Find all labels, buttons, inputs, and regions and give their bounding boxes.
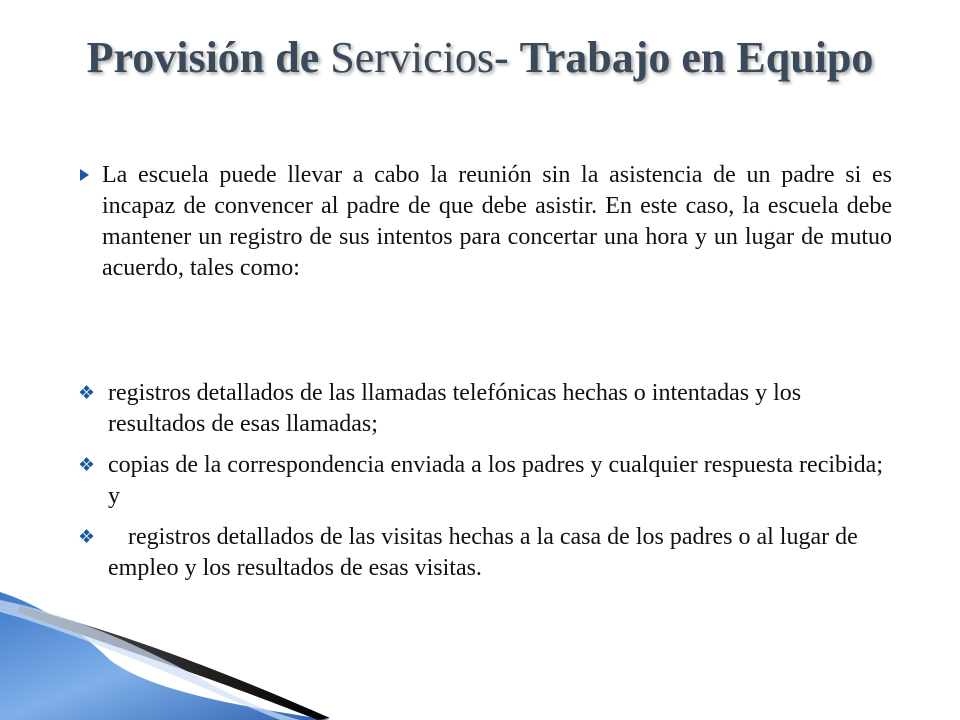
main-bullet-text: La escuela puede llevar a cabo la reunión sin la asistencia de un padre si es incapaz de convencer al padre de que debe asistir. En este caso, la escuela debe mantener un registro de sus intentos para concertar una hora y un lugar de mutuo acuerdo, tales como: [102, 162, 892, 281]
sub-bullet-list [78, 378, 898, 584]
title-part-3: Trabajo en Equipo [519, 33, 874, 82]
slide-title [60, 28, 900, 88]
main-bullet [80, 160, 892, 284]
title-part-1: Provisión de [86, 33, 331, 82]
diamond-bullet-icon: ❖ [78, 382, 96, 404]
sub-bullet-text: registros detallados de las llamadas telefónicas hechas o intentadas y los resultados de esas llamadas; [108, 380, 802, 437]
sub-bullet-item [78, 522, 898, 584]
sub-bullet-item [78, 378, 898, 440]
sub-bullet-text: registros detallados de las visitas hechas a la casa de los padres o al lugar de empleo y los resultados de esas visitas. [108, 524, 858, 581]
title-part-2: Servicios- [330, 33, 520, 82]
diamond-bullet-icon: ❖ [78, 526, 96, 548]
sub-bullet-text: copias de la correspondencia enviada a los padres y cualquier respuesta recibida; y [108, 452, 883, 509]
sub-bullet-item [78, 450, 898, 512]
diamond-bullet-icon: ❖ [78, 454, 96, 476]
arrow-bullet-icon [80, 169, 89, 181]
